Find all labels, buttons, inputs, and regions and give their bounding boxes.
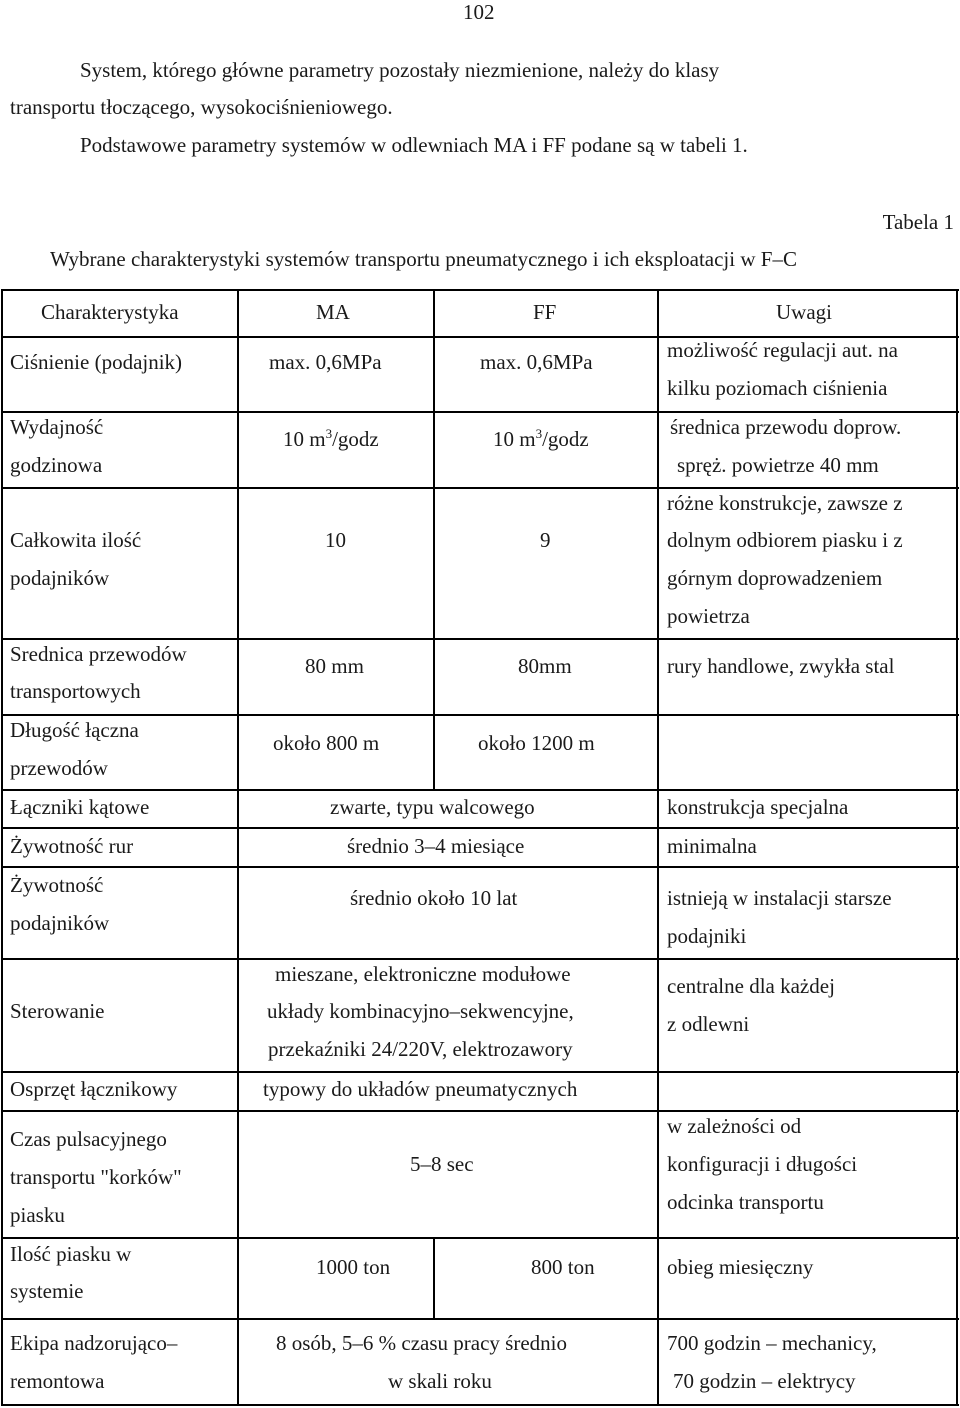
table-rule (1, 1404, 959, 1406)
row-pressure-label: Ciśnienie (podajnik) (10, 350, 183, 374)
table-rule (237, 289, 239, 1406)
row-control-value-3: przekaźniki 24/220V, elektrozawory (268, 1037, 573, 1061)
table-label: Tabela 1 (882, 210, 954, 234)
row-capacity-note-1: średnica przewodu doprow. (670, 415, 902, 439)
table-rule (1, 289, 959, 291)
row-fittings-label: Łączniki kątowe (10, 795, 150, 819)
row-sand-amount-label-1: Ilość piasku w (10, 1242, 132, 1266)
row-pressure-note-2: kilku poziomach ciśnienia (667, 376, 888, 400)
row-accessories-label: Osprzęt łącznikowy (10, 1077, 178, 1101)
row-pulse-time-label-2: transportu "korków" (10, 1165, 182, 1189)
row-crew-label-1: Ekipa nadzorująco– (10, 1331, 178, 1355)
row-pressure-note-1: możliwość regulacji aut. na (667, 338, 898, 362)
row-feeders-note-3: górnym doprowadzeniem (667, 566, 883, 590)
row-feeder-life-note-1: istnieją w instalacji starsze (667, 886, 892, 910)
row-control-value-1: mieszane, elektroniczne modułowe (275, 962, 571, 986)
table-rule (657, 289, 659, 1406)
row-feeder-life-note-2: podajniki (667, 924, 747, 948)
table-rule (433, 289, 435, 789)
row-feeder-life-label-2: podajników (10, 911, 110, 935)
table-rule (1, 1110, 959, 1112)
row-pressure-ff: max. 0,6MPa (480, 350, 593, 374)
row-sand-amount-ma: 1000 ton (316, 1255, 391, 1279)
row-sand-amount-ff: 800 ton (531, 1255, 595, 1279)
row-sand-amount-note: obieg miesięczny (667, 1255, 814, 1279)
row-crew-note-2: 70 godzin – elektrycy (673, 1369, 856, 1393)
row-length-ma: około 800 m (273, 731, 380, 755)
row-pipe-life-value: średnio 3–4 miesiące (347, 834, 525, 858)
row-pipe-life-note: minimalna (667, 834, 757, 858)
row-diameter-ma: 80 mm (305, 654, 364, 678)
row-crew-value-1: 8 osób, 5–6 % czasu pracy średnio (276, 1331, 568, 1355)
row-pulse-time-note-3: odcinka transportu (667, 1190, 824, 1214)
header-ff: FF (533, 300, 557, 324)
row-control-note-1: centralne dla każdej (667, 974, 835, 998)
header-uwagi: Uwagi (776, 300, 832, 324)
row-control-value-2: układy kombinacyjno–sekwencyjne, (267, 999, 574, 1023)
row-pressure-ma: max. 0,6MPa (269, 350, 382, 374)
row-pulse-time-value: 5–8 sec (410, 1152, 474, 1176)
header-ma: MA (316, 300, 350, 324)
row-capacity-ff: 10 $m^3$/godz (493, 426, 589, 451)
row-control-note-2: z odlewni (667, 1012, 750, 1036)
row-diameter-label-2: transportowych (10, 679, 141, 703)
row-diameter-label-1: Srednica przewodów (10, 642, 187, 666)
paragraph-line-3: Podstawowe parametry systemów w odlewniach MA i FF podane są w tabeli 1. (80, 133, 748, 157)
row-capacity-note-2: spręż. powietrze 40 mm (677, 453, 879, 477)
row-diameter-ff: 80mm (518, 654, 572, 678)
table-rule (1, 289, 3, 1406)
row-pulse-time-label-1: Czas pulsacyjnego (10, 1127, 167, 1151)
row-control-label: Sterowanie (10, 999, 105, 1023)
table-rule (956, 289, 958, 1406)
row-fittings-value: zwarte, typu walcowego (330, 795, 535, 819)
table-rule (1, 714, 959, 716)
row-capacity-ma: 10 $m^3$/godz (283, 426, 379, 451)
row-crew-label-2: remontowa (10, 1369, 105, 1393)
row-crew-value-2: w skali roku (388, 1369, 492, 1393)
table-rule (433, 1237, 435, 1318)
row-length-label-2: przewodów (10, 756, 108, 780)
row-feeders-note-4: powietrza (667, 604, 750, 628)
header-characteristic: Charakterystyka (41, 300, 179, 324)
row-capacity-label-2: godzinowa (10, 453, 103, 477)
row-diameter-note: rury handlowe, zwykła stal (667, 654, 895, 678)
row-feeders-ff: 9 (540, 528, 551, 552)
row-feeders-label-1: Całkowita ilość (10, 528, 142, 552)
paragraph-line-2: transportu tłoczącego, wysokociśnieniowego. (10, 95, 393, 119)
row-length-label-1: Długość łączna (10, 718, 139, 742)
page-number: 102 (463, 0, 495, 24)
row-capacity-label-1: Wydajność (10, 415, 104, 439)
table-rule (1, 1318, 959, 1320)
row-pulse-time-note-2: konfiguracji i długości (667, 1152, 858, 1176)
row-fittings-note: konstrukcja specjalna (667, 795, 849, 819)
row-feeders-ma: 10 (325, 528, 346, 552)
row-feeder-life-label-1: Żywotność (10, 873, 104, 897)
row-crew-note-1: 700 godzin – mechanicy, (667, 1331, 877, 1355)
row-accessories-value: typowy do układów pneumatycznych (263, 1077, 578, 1101)
table-rule (1, 1237, 959, 1239)
row-feeder-life-value: średnio około 10 lat (350, 886, 518, 910)
row-feeders-label-2: podajników (10, 566, 110, 590)
row-pipe-life-label: Żywotność rur (10, 834, 134, 858)
paragraph-line-1: System, którego główne parametry pozostały niezmienione, należy do klasy (80, 58, 720, 82)
row-pulse-time-note-1: w zależności od (667, 1114, 802, 1138)
row-sand-amount-label-2: systemie (10, 1279, 84, 1303)
table-caption: Wybrane charakterystyki systemów transportu pneumatycznego i ich eksploatacji w F–C (50, 247, 797, 271)
row-feeders-note-1: różne konstrukcje, zawsze z (667, 491, 903, 515)
row-feeders-note-2: dolnym odbiorem piasku i z (667, 528, 903, 552)
table-rule (1, 866, 959, 868)
row-length-ff: około 1200 m (478, 731, 595, 755)
row-pulse-time-label-3: piasku (10, 1203, 65, 1227)
